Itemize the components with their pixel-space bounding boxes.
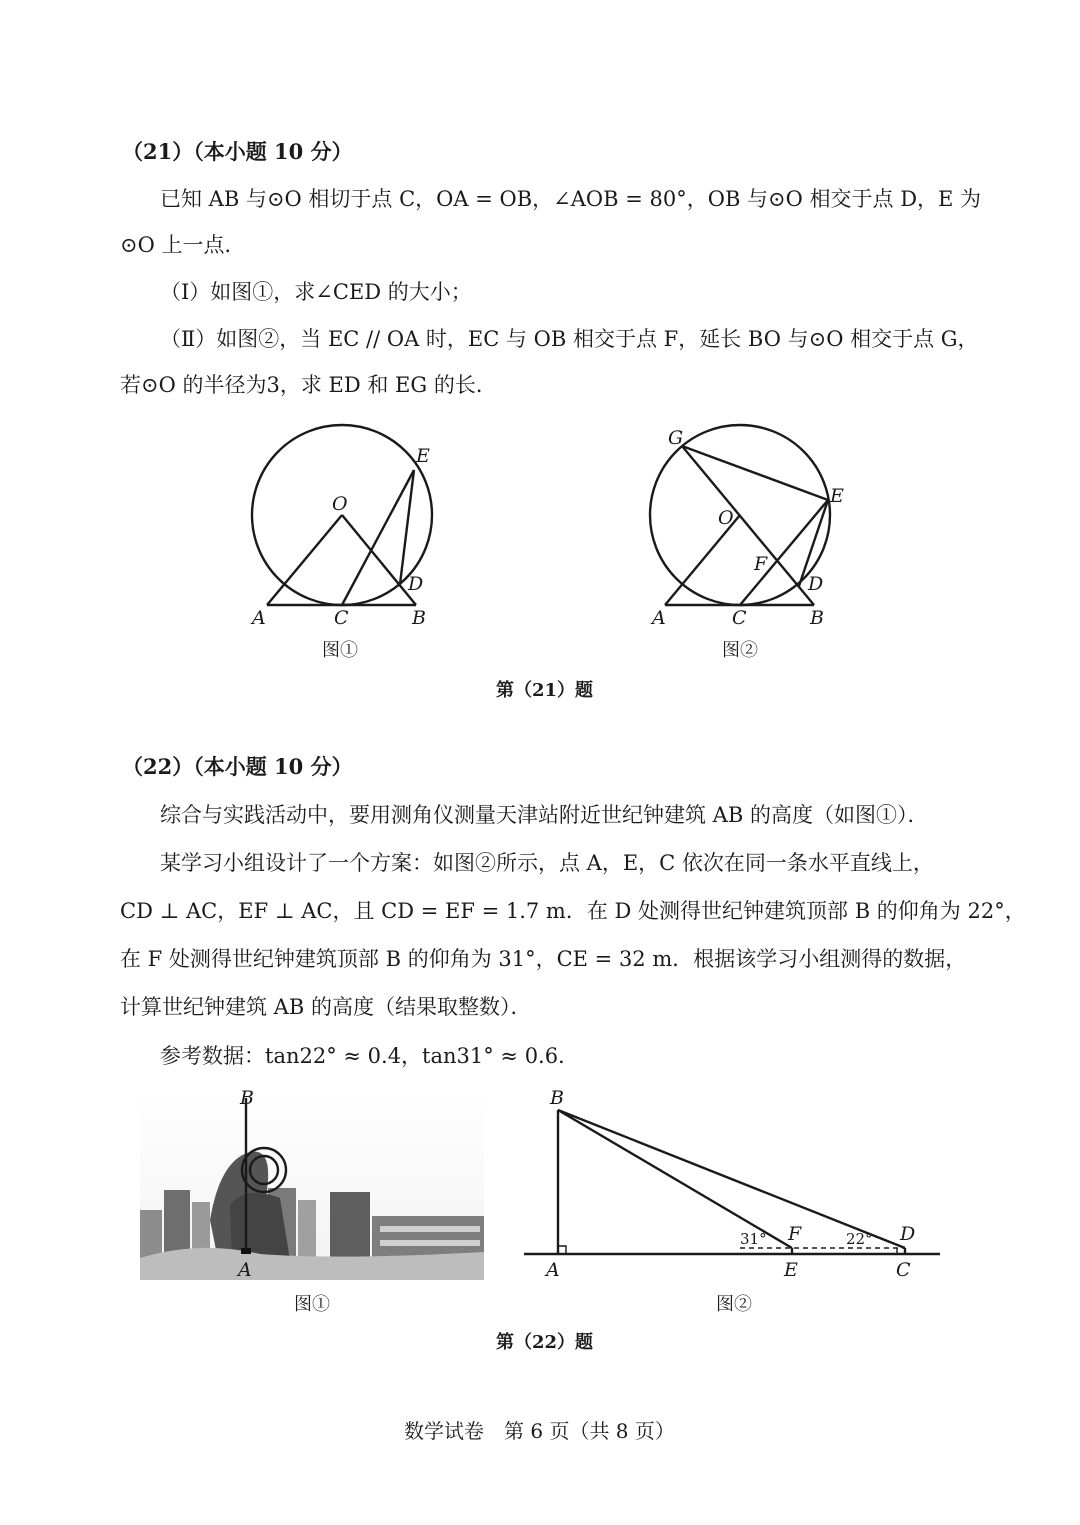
q21-fig2-label-c: C: [732, 607, 747, 629]
q22-fig2-segment-bd: [558, 1110, 905, 1248]
q22-text-line1: 综合与实践活动中，要用测角仪测量天津站附近世纪钟建筑 AB 的高度（如图①）．: [160, 803, 929, 827]
q21-fig1-label-d: D: [408, 573, 424, 595]
q22-fig2-label-a: A: [546, 1259, 560, 1281]
q21-fig1-segment-ed: [400, 470, 414, 584]
q21-fig1-segment-ce: [342, 470, 414, 605]
q22-header: （22）（本小题 10 分）: [122, 754, 353, 779]
q21-figure1: [240, 430, 460, 630]
q22-text-line3: CD ⊥ AC，EF ⊥ AC，且 CD = EF = 1.7 m．在 D 处测得世纪钟建筑顶部 B 的仰角为 22°，: [120, 899, 1026, 923]
q22-fig2-caption: 图②: [716, 1294, 752, 1315]
q21-fig2-label-f: F: [754, 553, 768, 575]
q22-text-line2: 某学习小组设计了一个方案：如图②所示，点 A，E，C 依次在同一条水平直线上，: [160, 851, 934, 875]
q21-caption: 第（21）题: [496, 680, 594, 701]
q21-fig2-caption: 图②: [722, 640, 758, 661]
q22-fig2-segment-bf: [558, 1110, 792, 1248]
q21-fig2-label-o: O: [718, 507, 734, 529]
q21-fig1-label-b: B: [412, 607, 426, 629]
q21-fig1-caption: 图①: [322, 640, 358, 661]
q21-fig2-label-b: B: [810, 607, 824, 629]
q21-fig1-segment-ob: [342, 515, 416, 605]
q22-fig2-label-e: E: [784, 1259, 798, 1281]
q21-fig1-label-e: E: [416, 445, 430, 467]
q21-part1: （Ⅰ）如图①，求∠CED 的大小；: [160, 280, 472, 304]
q22-figure2: [520, 1084, 950, 1284]
q21-text-line1: 已知 AB 与⊙O 相切于点 C，OA = OB，∠AOB = 80°，OB 与⊙O 相交于点 D，E 为: [160, 187, 982, 211]
q21-part2-line1: （Ⅱ）如图②，当 EC // OA 时，EC 与 OB 相交于点 F，延长 BO 与⊙O 相交于点 G，: [160, 327, 979, 351]
q22-text-line5: 计算世纪钟建筑 AB 的高度（结果取整数）．: [120, 995, 532, 1019]
q22-fig2-angle-31: 31°: [740, 1230, 767, 1248]
q22-reference-data: 参考数据：tan22° ≈ 0.4，tan31° ≈ 0.6．: [160, 1044, 580, 1068]
q22-fig2-label-c: C: [896, 1259, 911, 1281]
q22-fig2-label-f: F: [788, 1223, 802, 1245]
q22-fig1-labels: [230, 1084, 270, 1284]
q21-fig1-label-c: C: [334, 607, 349, 629]
q21-part2-line2: 若⊙O 的半径为3，求 ED 和 EG 的长．: [120, 373, 497, 397]
page-footer: 数学试卷 第 6 页（共 8 页）: [404, 1419, 675, 1443]
q22-fig1-caption: 图①: [294, 1294, 330, 1315]
q21-text-line2: ⊙O 上一点．: [120, 233, 246, 257]
q21-fig2-label-g: G: [668, 427, 684, 449]
q21-figure2: [640, 420, 860, 630]
q22-fig1-photo: [140, 1090, 484, 1280]
q22-fig1-label-a: A: [238, 1259, 252, 1281]
q21-fig2-label-e: E: [830, 485, 844, 507]
q21-fig1-segment-oa: [267, 515, 342, 605]
q22-text-line4: 在 F 处测得世纪钟建筑顶部 B 的仰角为 31°，CE = 32 m．根据该学习小组测得的数据，: [120, 947, 967, 971]
q22-fig2-label-b: B: [550, 1087, 564, 1109]
q21-fig1-label-a: A: [252, 607, 266, 629]
q22-fig2-label-d: D: [900, 1223, 916, 1245]
q22-fig2-angle-22: 22°: [846, 1230, 873, 1248]
q22-fig1-label-b: B: [240, 1087, 254, 1109]
q21-fig2-label-d: D: [808, 573, 824, 595]
q21-fig2-label-a: A: [652, 607, 666, 629]
q21-header: （21）（本小题 10 分）: [122, 139, 353, 164]
q22-caption: 第（22）题: [496, 1332, 594, 1353]
q21-fig1-label-o: O: [332, 493, 348, 515]
